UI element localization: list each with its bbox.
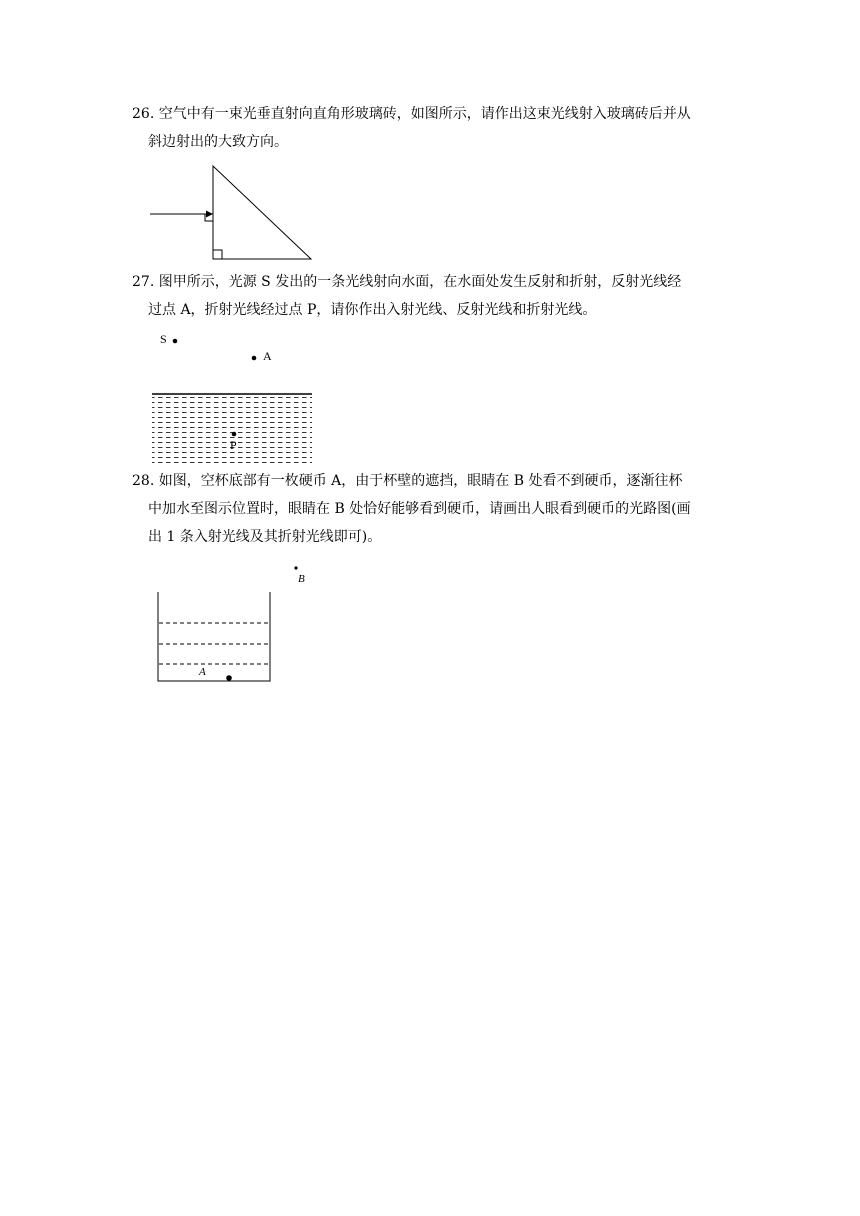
point-p-label: P <box>230 438 237 452</box>
point-b-dot <box>294 566 297 569</box>
point-s-label: S <box>160 332 167 346</box>
question-number: 28. <box>132 473 155 489</box>
question-27 <box>132 268 732 324</box>
question-text-line1: 如图，空杯底部有一枚硬币 A，由于杯壁的遮挡，眼睛在 B 处看不到硬币，逐渐往杯 <box>158 473 683 489</box>
question-text-line2: 过点 A，折射光线经过点 P，请你作出入射光线、反射光线和折射光线。 <box>148 302 597 318</box>
point-a-label: A <box>199 666 206 678</box>
cup-coin-diagram <box>150 562 320 687</box>
question-text-line2: 斜边射出的大致方向。 <box>148 134 288 150</box>
question-26 <box>132 100 732 156</box>
point-a-label: A <box>263 349 272 363</box>
point-a-dot <box>252 356 257 361</box>
question-28 <box>132 467 732 551</box>
cup-outline <box>158 592 270 681</box>
arrow-head-icon <box>206 211 213 218</box>
right-angle-mark <box>213 250 222 259</box>
water-body <box>152 396 312 464</box>
right-triangle-prism <box>213 166 311 259</box>
point-s-dot <box>173 339 178 344</box>
point-b-label: B <box>298 573 305 585</box>
water-reflection-diagram <box>150 330 320 465</box>
question-text-line1: 空气中有一束光垂直射向直角形玻璃砖，如图所示，请作出这束光线射入玻璃砖后并从 <box>158 106 691 122</box>
question-text-line3: 出 1 条入射光线及其折射光线即可)。 <box>148 529 382 545</box>
glass-prism-diagram <box>150 164 320 264</box>
question-text-line2: 中加水至图示位置时，眼睛在 B 处恰好能够看到硬币，请画出人眼看到硬币的光路图(画 <box>148 501 691 517</box>
question-number: 26. <box>132 106 155 122</box>
coin-dot <box>226 675 232 681</box>
question-text-line1: 图甲所示，光源 S 发出的一条光线射向水面，在水面处发生反射和折射，反射光线经 <box>158 274 682 290</box>
point-p-dot <box>232 432 237 437</box>
question-number: 27. <box>132 274 155 290</box>
